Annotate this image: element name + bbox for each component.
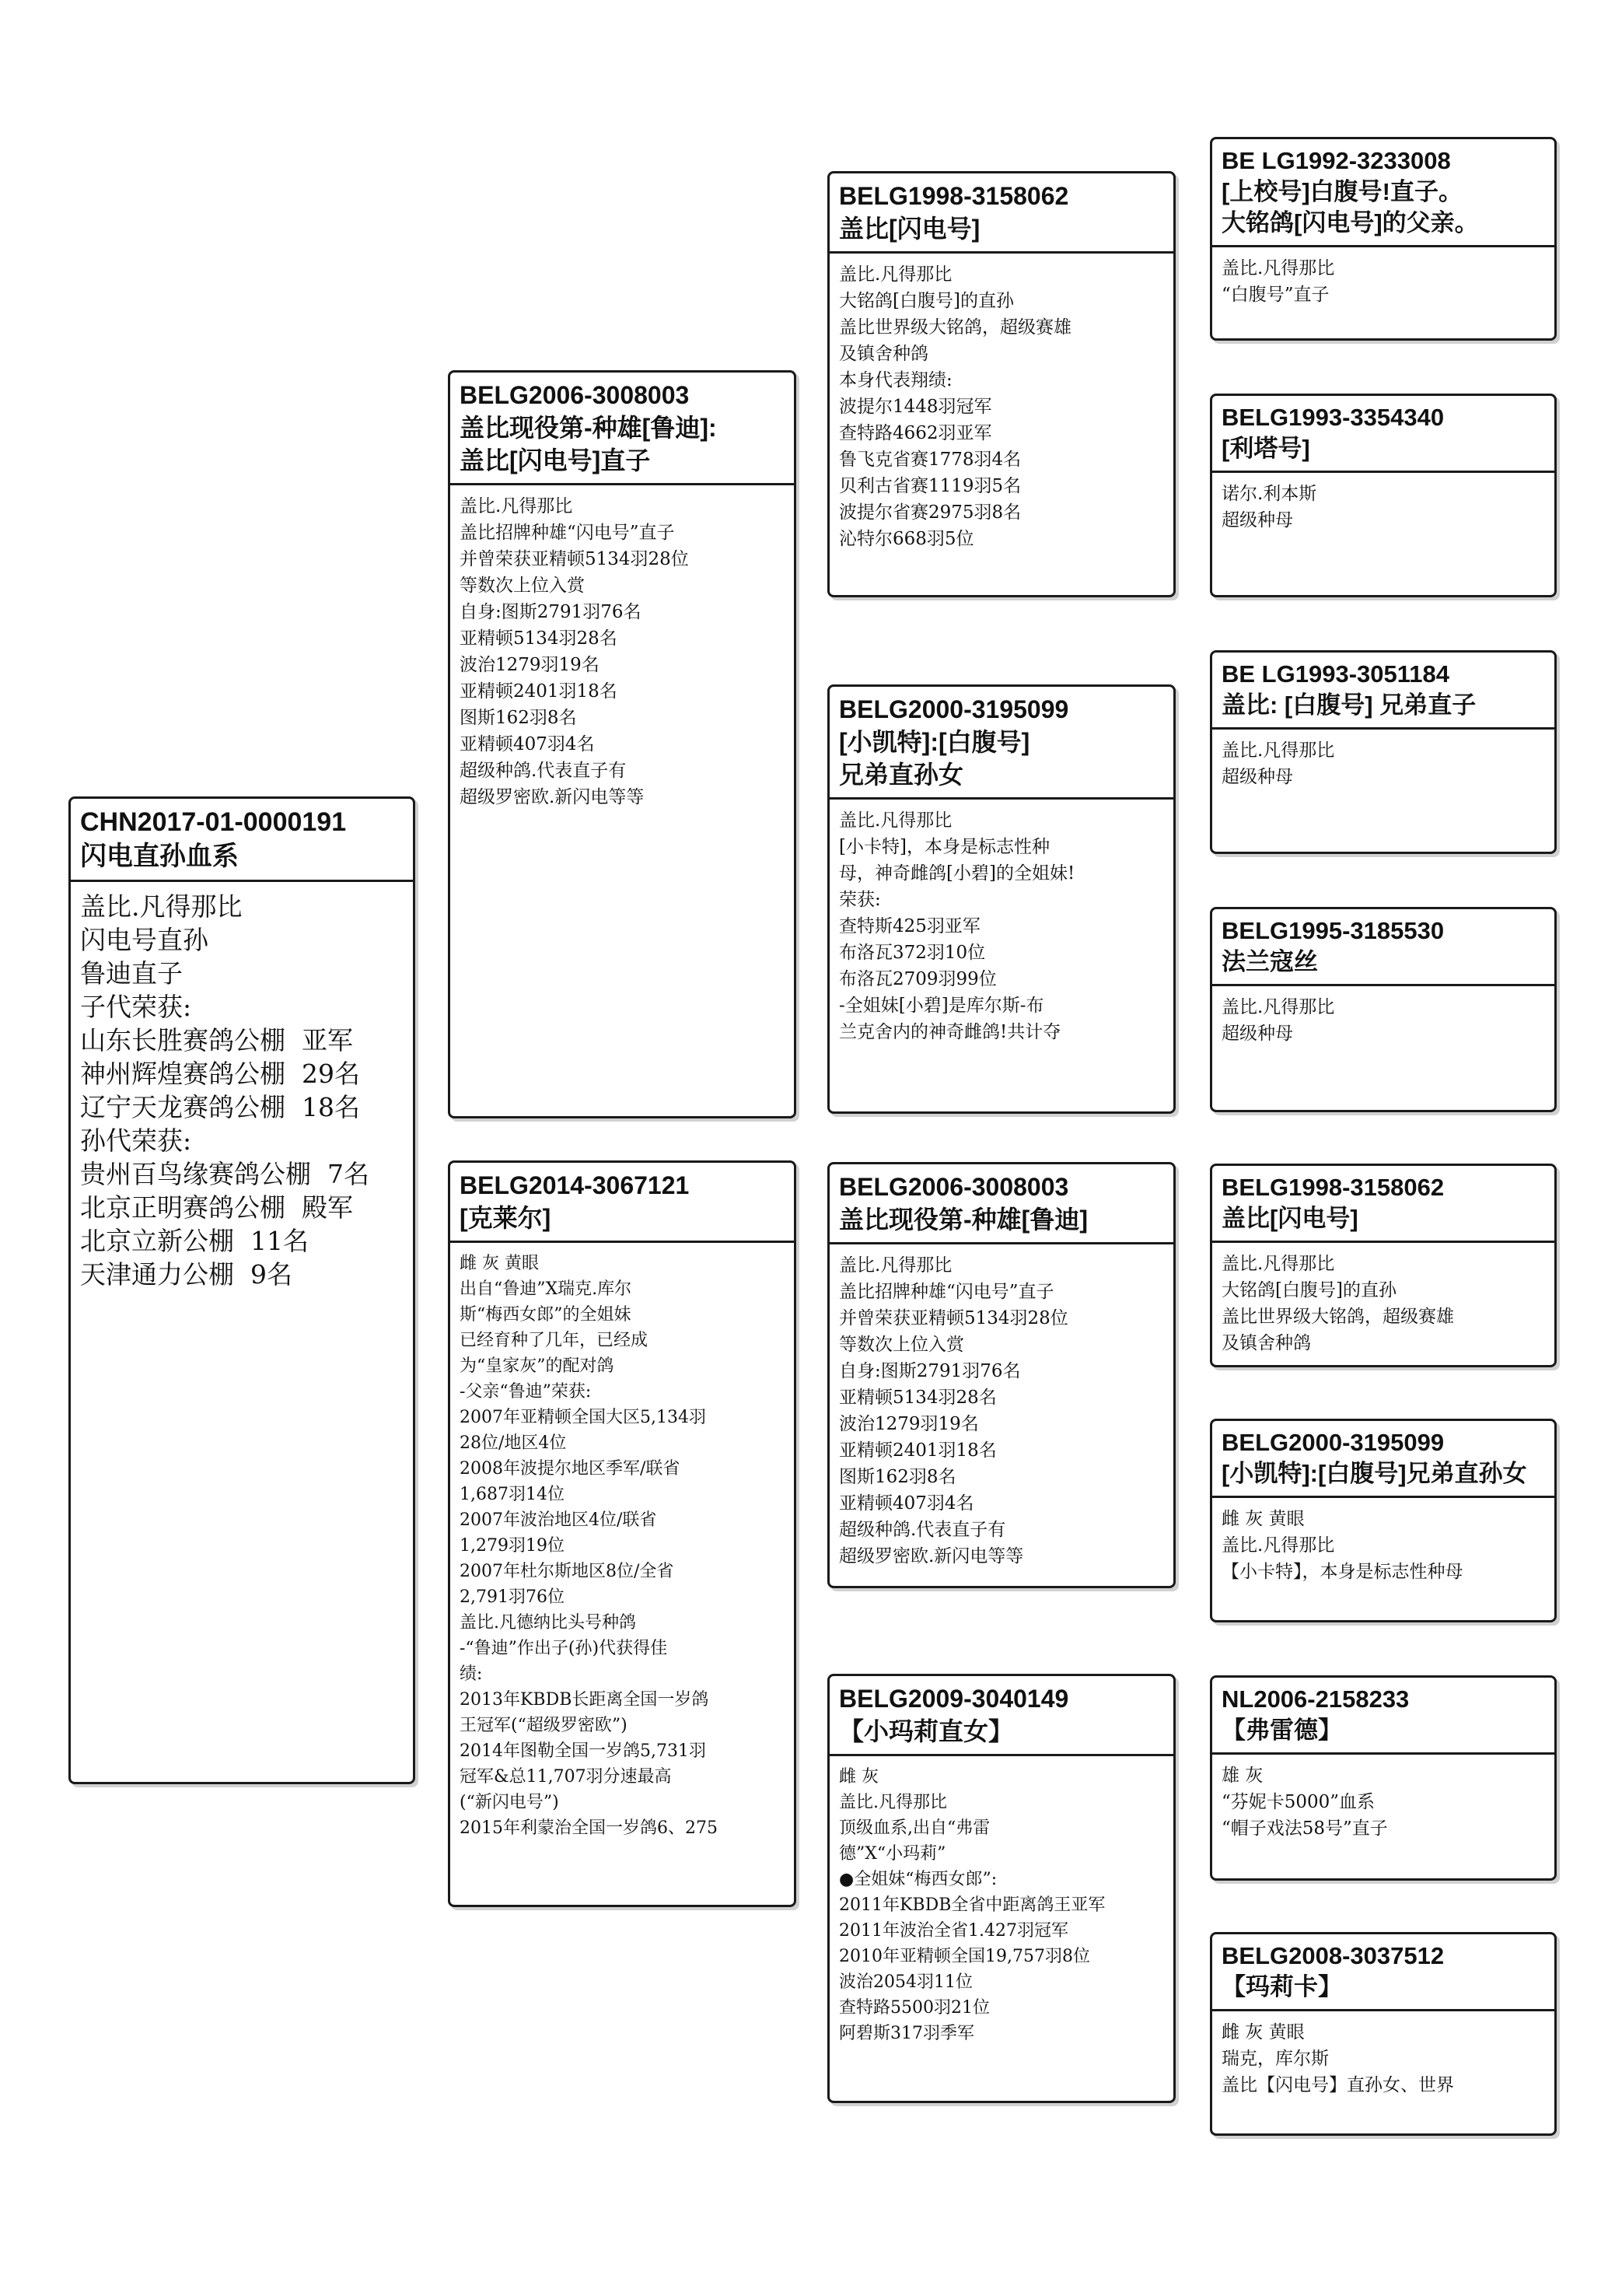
card-body <box>830 1244 1173 1577</box>
pedigree-note-line: 并曾荣获亚精顿5134羽28位 <box>460 549 689 569</box>
card-header <box>1212 1934 1554 2011</box>
pigeon-title-line: [克莱尔] <box>460 1204 551 1232</box>
pedigree-note-line: 雌 灰 黄眼 <box>1222 2022 1305 2042</box>
pedigree-card-dam-sire-dam <box>1210 1419 1557 1622</box>
pedigree-note-line: 亚精顿5134羽28名 <box>460 628 617 649</box>
pedigree-note-line: 亚精顿2401羽18名 <box>839 1440 997 1461</box>
pedigree-note-line: 诺尔.利本斯 <box>1222 484 1317 504</box>
pigeon-title-line: [上校号]白腹号!直子。 <box>1222 178 1463 205</box>
ring-number: BELG1993-3354340 <box>1222 404 1445 431</box>
pedigree-note-line: -全姐妹[小碧]是库尔斯-布 <box>839 996 1044 1016</box>
pedigree-note-line: 雄 灰 <box>1222 1766 1264 1786</box>
pedigree-note-line: 荣获: <box>839 890 881 910</box>
pedigree-note-line: 盖比招牌种雄“闪电号”直子 <box>839 1282 1054 1302</box>
pedigree-card-sire-dam-dam <box>1210 907 1557 1112</box>
pedigree-note-line: 亚精顿407羽4名 <box>460 734 595 754</box>
pedigree-note-line: 等数次上位入赏 <box>460 576 585 596</box>
pedigree-note-line: 北京正明赛鸽公棚 殿军 <box>80 1192 353 1223</box>
pedigree-note-line: 北京立新公棚 11名 <box>80 1226 309 1256</box>
pedigree-note-line: 盖比世界级大铭鸽，超级赛雄 <box>839 317 1071 338</box>
card-header <box>1212 139 1554 247</box>
pedigree-note-line: 雌 灰 <box>839 1767 879 1787</box>
ring-number: BELG1998-3158062 <box>839 182 1069 210</box>
pedigree-note-line: 闪电号直孙 <box>80 925 208 955</box>
pedigree-note-line: 雌 灰 黄眼 <box>460 1254 539 1273</box>
pedigree-note-line: 本身代表翔绩: <box>839 370 953 390</box>
card-header <box>1212 1166 1554 1243</box>
pedigree-note-line: 2008年波提尔地区季军/联省 <box>460 1459 680 1479</box>
pedigree-note-line: 2007年亚精顿全国大区5,134羽 <box>460 1408 706 1427</box>
pedigree-card-sire-sire-sire <box>1210 137 1557 341</box>
pedigree-note-line: 2011年KBDB全省中距离鸽王亚军 <box>839 1895 1106 1915</box>
card-body <box>1212 1755 1554 1850</box>
pigeon-title-line: 【玛莉卡】 <box>1222 1973 1342 2000</box>
card-body <box>71 882 413 1299</box>
pedigree-note-line: 2011年波治全省1.427羽冠军 <box>839 1921 1068 1941</box>
pigeon-title-line: 【小玛莉直女】 <box>839 1717 1014 1745</box>
pedigree-note-line: 为“皇家灰”的配对鸽 <box>460 1356 614 1376</box>
pedigree-note-line: 母，神奇雌鸽[小碧]的全姐妹! <box>839 863 1075 884</box>
pedigree-note-line: 神州辉煌赛鸽公棚 29名 <box>80 1059 360 1089</box>
card-body <box>830 1756 1173 2054</box>
pedigree-note-line: 查特路4662羽亚军 <box>839 423 992 443</box>
pedigree-note-line: 超级种母 <box>1222 767 1293 787</box>
pigeon-title-line: [小凯特]:[白腹号] <box>839 728 1030 756</box>
pigeon-title-line: 兄弟直孙女 <box>839 761 964 789</box>
pedigree-note-line: 子代荣获: <box>80 992 192 1022</box>
pedigree-note-line: “帽子戏法58号”直子 <box>1222 1818 1388 1839</box>
card-header <box>1212 396 1554 473</box>
pedigree-card-dam-sire-sire <box>1210 1164 1557 1367</box>
pedigree-card-dam-dam-dam <box>1210 1932 1557 2136</box>
pedigree-note-line: 盖比.凡得那比 <box>1222 258 1335 278</box>
pedigree-note-line: 2010年亚精顿全国19,757羽8位 <box>839 1947 1090 1966</box>
pedigree-note-line: 盖比.凡得那比 <box>460 496 573 516</box>
pedigree-note-line: 孙代荣获: <box>80 1125 192 1156</box>
pedigree-note-line: 盖比.凡得那比 <box>839 1255 953 1276</box>
pigeon-title-line: 盖比[闪电号]直子 <box>460 446 651 474</box>
pedigree-note-line: 绩: <box>460 1664 483 1684</box>
pigeon-title-line: 盖比: [白腹号] 兄弟直子 <box>1222 691 1477 719</box>
pedigree-card-subject <box>68 796 415 1784</box>
pedigree-note-line: 斯“梅西女郎”的全姐妹 <box>460 1305 631 1325</box>
pedigree-note-line: 兰克舍内的神奇雌鸽!共计夺 <box>839 1022 1061 1042</box>
pedigree-note-line: 等数次上位入赏 <box>839 1335 964 1355</box>
pedigree-note-line: 超级种鸽.代表直子有 <box>839 1520 1006 1540</box>
card-header <box>1212 909 1554 986</box>
pedigree-note-line: 超级罗密欧.新闪电等等 <box>460 787 645 807</box>
pedigree-note-line: 盖比.凡得那比 <box>1222 1535 1335 1556</box>
ring-number: BELG2000-3195099 <box>839 695 1069 723</box>
pedigree-note-line: 盖比.凡得那比 <box>80 891 243 922</box>
pedigree-card-sire-sire-dam <box>1210 394 1557 597</box>
pedigree-note-line: 雌 灰 黄眼 <box>1222 1509 1305 1529</box>
pedigree-note-line: 冠军&总11,707羽分速最高 <box>460 1767 672 1787</box>
pedigree-note-line: 亚精顿5134羽28名 <box>839 1388 997 1408</box>
pedigree-note-line: 2014年图勒全国一岁鸽5,731羽 <box>460 1741 706 1761</box>
ring-number: BELG1995-3185530 <box>1222 917 1445 944</box>
pedigree-card-dam-dam-sire <box>1210 1675 1557 1881</box>
pedigree-note-line: 1,279羽19位 <box>460 1536 565 1556</box>
pedigree-note-line: 贵州百鸟缘赛鸽公棚 7名 <box>80 1159 369 1189</box>
pedigree-note-line: 盖比世界级大铭鸽，超级赛雄 <box>1222 1307 1454 1327</box>
pedigree-note-line: 2013年KBDB长距离全国一岁鸽 <box>460 1690 709 1710</box>
pedigree-card-dam-dam <box>827 1674 1176 2103</box>
card-body <box>830 800 1173 1053</box>
pedigree-note-line: 28位/地区4位 <box>460 1433 567 1453</box>
pedigree-note-line: 波提尔1448羽冠军 <box>839 397 992 417</box>
pigeon-title-line: 盖比[闪电号] <box>1222 1205 1358 1232</box>
ring-number: BELG2006-3008003 <box>460 381 690 409</box>
pedigree-note-line: 盖比【闪电号】直孙女、世界 <box>1222 2075 1454 2095</box>
pedigree-note-line: 波提尔省赛2975羽8名 <box>839 502 1022 523</box>
pedigree-note-line: 鲁迪直子 <box>80 958 183 989</box>
ring-number: BE LG1993-3051184 <box>1222 660 1449 688</box>
pigeon-title-line: [小凯特]:[白腹号]兄弟直孙女 <box>1222 1460 1527 1487</box>
pedigree-note-line: 已经育种了几年，已经成 <box>460 1331 648 1350</box>
pedigree-note-line: 超级种母 <box>1222 510 1293 530</box>
pedigree-note-line: 亚精顿407羽4名 <box>839 1493 974 1514</box>
card-header <box>1212 1421 1554 1498</box>
pedigree-note-line: 自身:图斯2791羽76名 <box>460 602 641 622</box>
pedigree-note-line: 贝利古省赛1119羽5名 <box>839 476 1022 496</box>
pedigree-note-line: (“新闪电号”) <box>460 1793 559 1812</box>
card-header <box>450 1163 794 1243</box>
pedigree-note-line: 图斯162羽8名 <box>839 1467 956 1487</box>
card-body <box>450 1243 794 1849</box>
pedigree-note-line: 及镇舍种鸽 <box>1222 1333 1311 1353</box>
pedigree-note-line: 大铭鸽[白腹号]的直孙 <box>1222 1280 1397 1300</box>
ring-number: BELG2006-3008003 <box>839 1173 1069 1201</box>
pedigree-note-line: ●全姐妹“梅西女郎”: <box>839 1870 998 1889</box>
pedigree-note-line: 图斯162羽8名 <box>460 708 577 728</box>
pedigree-note-line: 查特斯425羽亚军 <box>839 916 981 936</box>
card-body <box>450 485 794 818</box>
pedigree-note-line: 沁特尔668羽5位 <box>839 529 974 549</box>
pedigree-note-line: 波治1279羽19名 <box>460 655 600 675</box>
pedigree-note-line: 波治1279羽19名 <box>839 1414 979 1434</box>
pedigree-note-line: 盖比.凡得那比 <box>1222 740 1335 761</box>
card-header <box>1212 1678 1554 1755</box>
pedigree-note-line: 布洛瓦2709羽99位 <box>839 969 997 989</box>
card-body <box>1212 473 1554 541</box>
card-body <box>1212 247 1554 316</box>
pedigree-card-dam <box>448 1160 796 1907</box>
card-header <box>1212 653 1554 730</box>
pedigree-note-line: 波治2054羽11位 <box>839 1972 973 1992</box>
pigeon-title-line: 法兰寇丝 <box>1222 948 1318 975</box>
pedigree-note-line: 王冠军(“超级罗密欧”) <box>460 1716 627 1735</box>
pedigree-note-line: 盖比.凡得那比 <box>839 1793 947 1812</box>
ring-number: BELG1998-3158062 <box>1222 1174 1445 1201</box>
card-header <box>830 1676 1173 1756</box>
pigeon-title-line: 【弗雷德】 <box>1222 1717 1342 1744</box>
ring-number: NL2006-2158233 <box>1222 1685 1410 1713</box>
ring-number: BELG2014-3067121 <box>460 1171 690 1199</box>
pedigree-note-line: 盖比.凡得那比 <box>839 264 953 285</box>
pedigree-note-line: 盖比.凡得那比 <box>839 810 953 831</box>
ring-number: BELG2000-3195099 <box>1222 1429 1445 1456</box>
pedigree-note-line: 鲁飞克省赛1778羽4名 <box>839 450 1022 470</box>
pedigree-note-line: 1,687羽14位 <box>460 1485 565 1504</box>
pedigree-note-line: 瑞克，库尔斯 <box>1222 2049 1329 2069</box>
pedigree-note-line: 出自“鲁迪”X瑞克.库尔 <box>460 1279 632 1299</box>
pedigree-note-line: 盖比.凡德纳比头号种鸽 <box>460 1613 636 1633</box>
pedigree-note-line: 超级种鸽.代表直子有 <box>460 761 627 781</box>
pedigree-note-line: 大铭鸽[白腹号]的直孙 <box>839 291 1014 311</box>
pedigree-note-line: 2,791羽76位 <box>460 1587 565 1607</box>
pedigree-note-line: 盖比招牌种雄“闪电号”直子 <box>460 523 675 543</box>
pedigree-card-sire-dam-sire <box>1210 650 1557 854</box>
card-header <box>450 373 794 485</box>
pigeon-title-line: 盖比现役第-种雄[鲁迪] <box>839 1206 1088 1234</box>
pigeon-title-line: 盖比[闪电号] <box>839 215 981 243</box>
card-body <box>1212 730 1554 798</box>
ring-number: BE LG1992-3233008 <box>1222 147 1451 174</box>
pigeon-title-line: 盖比现役第-种雄[鲁迪]: <box>460 414 717 442</box>
pedigree-note-line: [小卡特]，本身是标志性种 <box>839 837 1050 857</box>
card-header <box>71 799 413 882</box>
pedigree-card-sire-sire <box>827 171 1176 597</box>
pedigree-note-line: 2007年杜尔斯地区8位/全省 <box>460 1562 674 1581</box>
pedigree-note-line: 2007年波治地区4位/联省 <box>460 1510 657 1530</box>
card-body <box>1212 1243 1554 1364</box>
card-body <box>1212 2011 1554 2106</box>
card-header <box>830 1164 1173 1244</box>
pigeon-title-line: 闪电直孙血系 <box>80 842 239 871</box>
pedigree-card-sire-dam <box>827 684 1176 1114</box>
pedigree-card-dam-sire <box>827 1162 1176 1588</box>
pigeon-title-line: 大铭鸽[闪电号]的父亲。 <box>1222 209 1479 236</box>
pedigree-note-line: 天津通力公棚 9名 <box>80 1259 292 1290</box>
pedigree-note-line: 盖比.凡得那比 <box>1222 1254 1335 1274</box>
pedigree-note-line: 及镇舍种鸽 <box>839 344 928 364</box>
pedigree-note-line: “白腹号”直子 <box>1222 285 1330 305</box>
card-body <box>830 254 1173 560</box>
pedigree-note-line: -“鲁迪”作出子(孙)代获得佳 <box>460 1639 668 1658</box>
pedigree-note-line: 2015年利蒙治全国一岁鸽6、275 <box>460 1818 718 1838</box>
ring-number: BELG2008-3037512 <box>1222 1942 1445 1969</box>
card-body <box>1212 1498 1554 1593</box>
pedigree-note-line: 盖比.凡得那比 <box>1222 997 1335 1017</box>
pedigree-note-line: 布洛瓦372羽10位 <box>839 943 986 963</box>
pedigree-note-line: 【小卡特】，本身是标志性种母 <box>1222 1562 1463 1582</box>
pedigree-note-line: 德”X“小玛莉” <box>839 1844 946 1864</box>
card-body <box>1212 986 1554 1055</box>
pedigree-note-line: 自身:图斯2791羽76名 <box>839 1361 1021 1381</box>
ring-number: CHN2017-01-0000191 <box>80 807 347 837</box>
pedigree-note-line: 查特路5500羽21位 <box>839 1998 990 2018</box>
pedigree-note-line: 山东长胜赛鸽公棚 亚军 <box>80 1025 353 1055</box>
pedigree-note-line: 阿碧斯317羽季军 <box>839 2024 974 2043</box>
card-header <box>830 687 1173 800</box>
pedigree-note-line: 并曾荣获亚精顿5134羽28位 <box>839 1308 1068 1328</box>
pigeon-title-line: [利塔号] <box>1222 435 1310 462</box>
pedigree-note-line: 顶级血系,出自“弗雷 <box>839 1818 991 1838</box>
pedigree-note-line: -父亲“鲁迪”荣获: <box>460 1382 592 1402</box>
card-header <box>830 173 1173 254</box>
pedigree-note-line: 亚精顿2401羽18名 <box>460 681 617 702</box>
pedigree-note-line: 超级罗密欧.新闪电等等 <box>839 1546 1024 1566</box>
pedigree-card-sire <box>448 370 796 1118</box>
pedigree-note-line: 超级种母 <box>1222 1024 1293 1044</box>
pedigree-note-line: “芬妮卡5000”血系 <box>1222 1792 1376 1812</box>
pedigree-note-line: 辽宁天龙赛鸽公棚 18名 <box>80 1092 360 1122</box>
ring-number: BELG2009-3040149 <box>839 1685 1069 1713</box>
